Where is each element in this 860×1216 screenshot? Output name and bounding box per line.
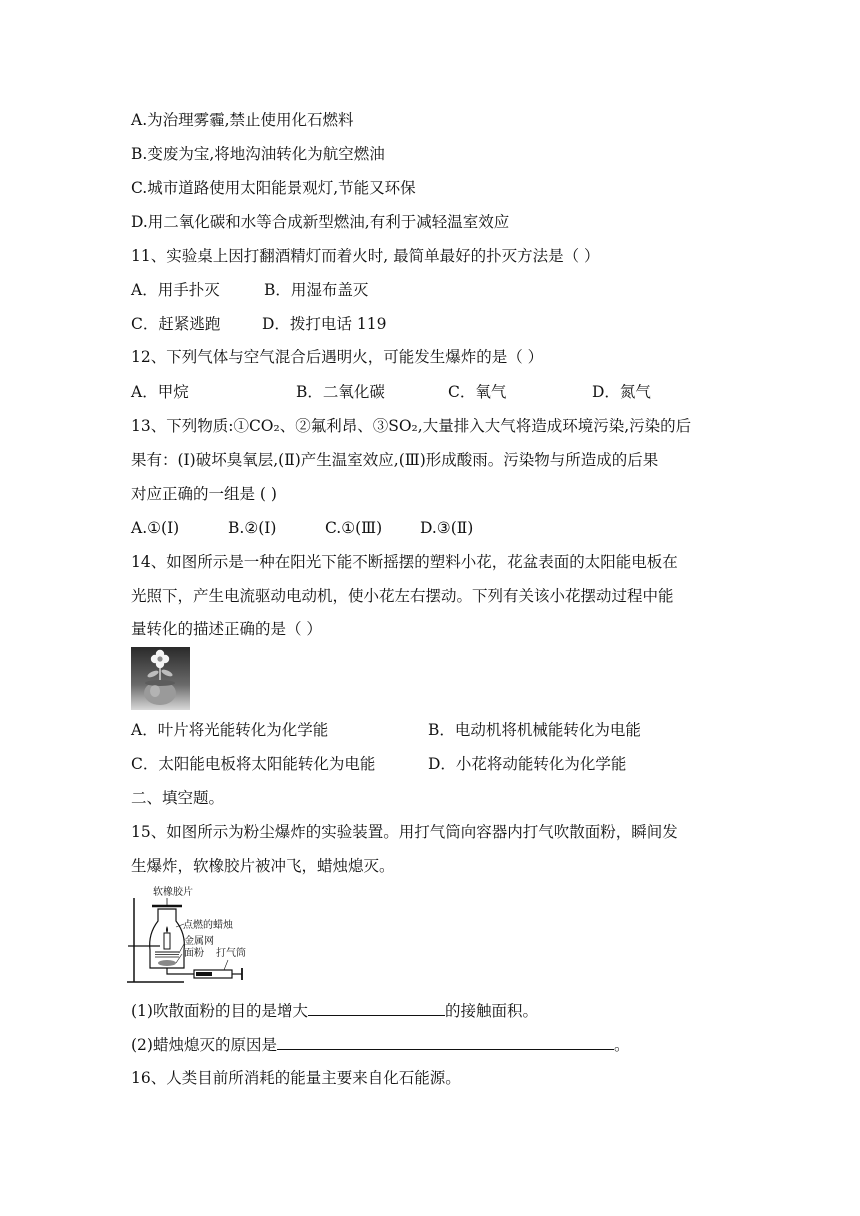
q12-option-c: C．氧气 [448, 383, 507, 401]
q14-stem-line3: 量转化的描述正确的是（ ） [131, 620, 322, 638]
q14-option-a: A．叶片将光能转化为化学能 [131, 721, 329, 739]
q14-option-d: D．小花将动能转化为化学能 [428, 755, 627, 773]
q15-stem-line2: 生爆炸，软橡胶片被冲飞，蜡烛熄灭。 [131, 857, 395, 875]
label-metal-mesh: 金属网 [184, 936, 214, 947]
q13-stem-line3: 对应正确的一组是 ( ) [131, 485, 277, 503]
q15-sub2-blank[interactable] [277, 1033, 614, 1050]
q12-option-a: A．甲烷 [131, 383, 189, 401]
q13-option-a: A.①(Ⅰ) [131, 519, 180, 537]
q10-option-d: D.用二氧化碳和水等合成新型燃油,有利于减轻温室效应 [131, 213, 510, 231]
q15-sub2-prefix: (2)蜡烛熄灭的原因是 [131, 1036, 277, 1054]
q13-option-c: C.①(Ⅲ) [325, 519, 383, 537]
q12-option-b: B．二氧化碳 [296, 383, 385, 401]
q10-option-b: B.变废为宝,将地沟油转化为航空燃油 [131, 145, 385, 163]
q15-stem-line1: 15、如图所示为粉尘爆炸的实验装置。用打气筒向容器内打气吹散面粉，瞬间发 [131, 823, 678, 841]
section-heading: 二、填空题。 [131, 789, 225, 807]
q15-sub1-blank[interactable] [308, 999, 445, 1016]
solar-flower-photo [131, 647, 190, 710]
q15-sub1 [131, 999, 538, 1022]
q12-option-d: D．氮气 [592, 383, 651, 401]
q11-option-a: A．用手扑灭 [131, 281, 220, 299]
q10-option-a: A.为治理雾霾,禁止使用化石燃料 [131, 111, 354, 129]
label-lit-candle: 点燃的蜡烛 [183, 920, 233, 931]
q13-option-b: B.②(Ⅰ) [228, 519, 277, 537]
q12-stem: 12、下列气体与空气混合后遇明火，可能发生爆炸的是（ ） [131, 348, 544, 366]
q15-sub1-prefix: (1)吹散面粉的目的是增大 [131, 1002, 308, 1020]
label-flour: 面粉 [184, 948, 204, 959]
q14-option-c: C．太阳能电板将太阳能转化为电能 [131, 755, 376, 773]
q15-sub2-suffix: 。 [613, 1036, 630, 1054]
label-air-pump: 打气筒 [216, 948, 246, 959]
q11-option-b: B．用湿布盖灭 [264, 281, 369, 299]
q14-stem-line2: 光照下，产生电流驱动电动机，使小花左右摆动。下列有关该小花摆动过程中能 [131, 587, 674, 605]
q11-option-d: D．拨打电话 119 [262, 315, 387, 333]
q14-stem-line1: 14、如图所示是一种在阳光下能不断摇摆的塑料小花，花盆表面的太阳能电板在 [131, 553, 678, 571]
q11-option-c: C．赶紧逃跑 [131, 315, 221, 333]
q13-stem-line2: 果有：(Ⅰ)破坏臭氧层,(Ⅱ)产生温室效应,(Ⅲ)形成酸雨。污染物与所造成的后果 [131, 451, 659, 469]
dust-explosion-apparatus-diagram [124, 884, 264, 987]
label-rubber-sheet: 软橡胶片 [153, 887, 193, 898]
q11-stem: 11、实验桌上因打翻酒精灯而着火时, 最简单最好的扑灭方法是（ ） [131, 247, 600, 265]
q14-option-b: B．电动机将机械能转化为电能 [428, 721, 641, 739]
q10-option-c: C.城市道路使用太阳能景观灯,节能又环保 [131, 179, 416, 197]
q13-option-d: D.③(Ⅱ) [420, 519, 474, 537]
q16-stem-line1: 16、人类目前所消耗的能量主要来自化石能源。 [131, 1069, 461, 1087]
q15-sub2 [131, 1033, 629, 1056]
q15-sub1-suffix: 的接触面积。 [444, 1002, 538, 1020]
q13-stem-line1: 13、下列物质:①CO₂、②氟利昂、③SO₂,大量排入大气将造成环境污染,污染的后 [131, 417, 692, 435]
